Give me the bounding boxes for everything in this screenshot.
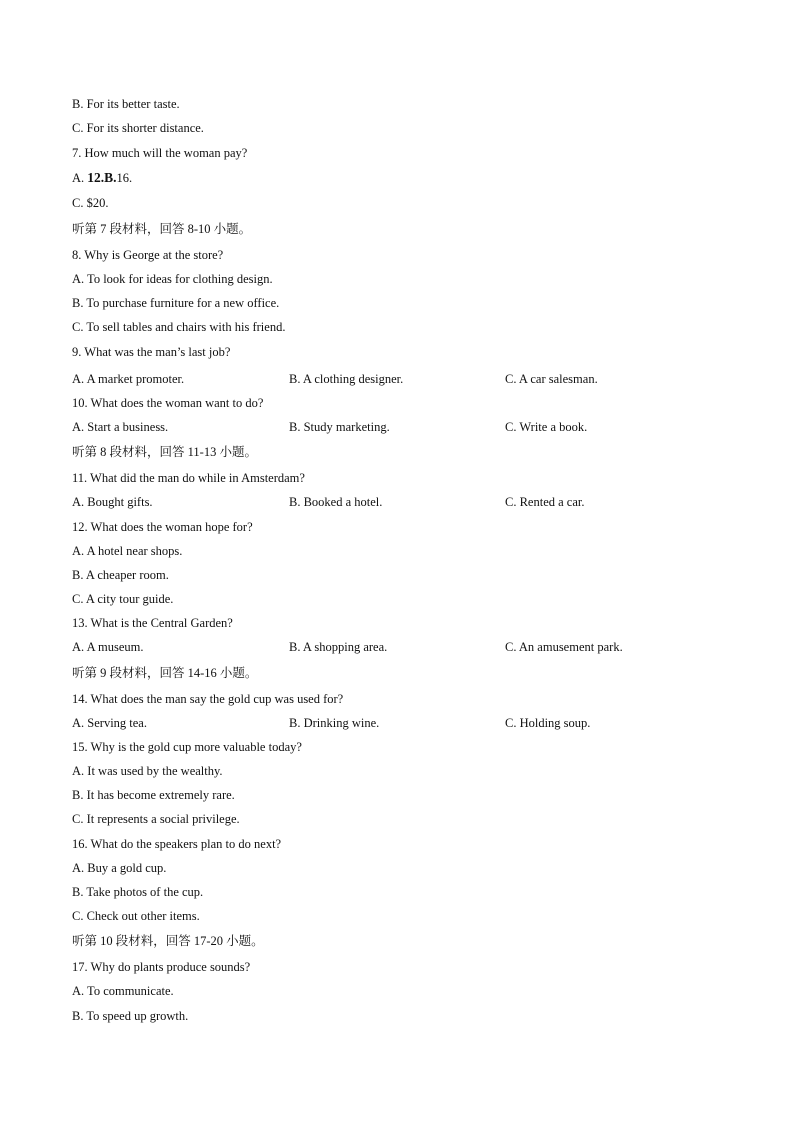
- option-6b: B. For its better taste.: [72, 97, 180, 111]
- option-14c: C. Holding soup.: [505, 716, 591, 730]
- question-11: 11. What did the man do while in Amsterdam?: [72, 471, 305, 485]
- option-10a: A. Start a business.: [72, 420, 169, 434]
- option-17a: A. To communicate.: [72, 984, 174, 998]
- option-13c: C. An amusement park.: [505, 640, 623, 654]
- option-13a: A. A museum.: [72, 640, 144, 654]
- question-13: 13. What is the Central Garden?: [72, 616, 233, 630]
- option-11b: B. Booked a hotel.: [289, 495, 383, 509]
- option-8c: C. To sell tables and chairs with his friend.: [72, 320, 286, 334]
- option-12b: B. A cheaper room.: [72, 568, 169, 582]
- option-16a: A. Buy a gold cup.: [72, 861, 167, 875]
- question-17: 17. Why do plants produce sounds?: [72, 960, 251, 974]
- option-8a: A. To look for ideas for clothing design.: [72, 272, 273, 286]
- option-14b: B. Drinking wine.: [289, 716, 380, 730]
- question-7: 7. How much will the woman pay?: [72, 146, 248, 160]
- option-12c: C. A city tour guide.: [72, 592, 174, 606]
- question-14: 14. What does the man say the gold cup was used for?: [72, 692, 344, 706]
- option-8b: B. To purchase furniture for a new office.: [72, 296, 280, 310]
- option-15a: A. It was used by the wealthy.: [72, 764, 223, 778]
- option-7a-rest: 16.: [116, 171, 133, 185]
- option-14a: A. Serving tea.: [72, 716, 147, 730]
- section-heading-10: 听第 10 段材料，回答 17-20 小题。: [72, 934, 264, 948]
- option-15c: C. It represents a social privilege.: [72, 812, 240, 826]
- section-heading-7: 听第 7 段材料，回答 8-10 小题。: [72, 222, 252, 236]
- option-12a: A. A hotel near shops.: [72, 544, 183, 558]
- option-7a-bold: 12.B.: [87, 170, 117, 185]
- section-heading-9: 听第 9 段材料，回答 14-16 小题。: [72, 666, 258, 680]
- option-17b: B. To speed up growth.: [72, 1009, 189, 1023]
- option-10b: B. Study marketing.: [289, 420, 390, 434]
- option-13b: B. A shopping area.: [289, 640, 388, 654]
- option-11c: C. Rented a car.: [505, 495, 585, 509]
- question-10: 10. What does the woman want to do?: [72, 396, 264, 410]
- option-7c: C. $20.: [72, 196, 109, 210]
- option-10c: C. Write a book.: [505, 420, 588, 434]
- option-9a: A. A market promoter.: [72, 372, 185, 386]
- option-7a: [72, 170, 132, 186]
- question-15: 15. Why is the gold cup more valuable today?: [72, 740, 302, 754]
- option-9c: C. A car salesman.: [505, 372, 598, 386]
- question-8: 8. Why is George at the store?: [72, 248, 224, 262]
- option-15b: B. It has become extremely rare.: [72, 788, 235, 802]
- option-11a: A. Bought gifts.: [72, 495, 153, 509]
- option-9b: B. A clothing designer.: [289, 372, 404, 386]
- question-16: 16. What do the speakers plan to do next?: [72, 837, 282, 851]
- option-6c: C. For its shorter distance.: [72, 121, 204, 135]
- section-heading-8: 听第 8 段材料，回答 11-13 小题。: [72, 445, 257, 459]
- option-16c: C. Check out other items.: [72, 909, 200, 923]
- option-16b: B. Take photos of the cup.: [72, 885, 204, 899]
- option-7a-prefix: A.: [72, 171, 88, 185]
- question-12: 12. What does the woman hope for?: [72, 520, 253, 534]
- question-9: 9. What was the man’s last job?: [72, 345, 231, 359]
